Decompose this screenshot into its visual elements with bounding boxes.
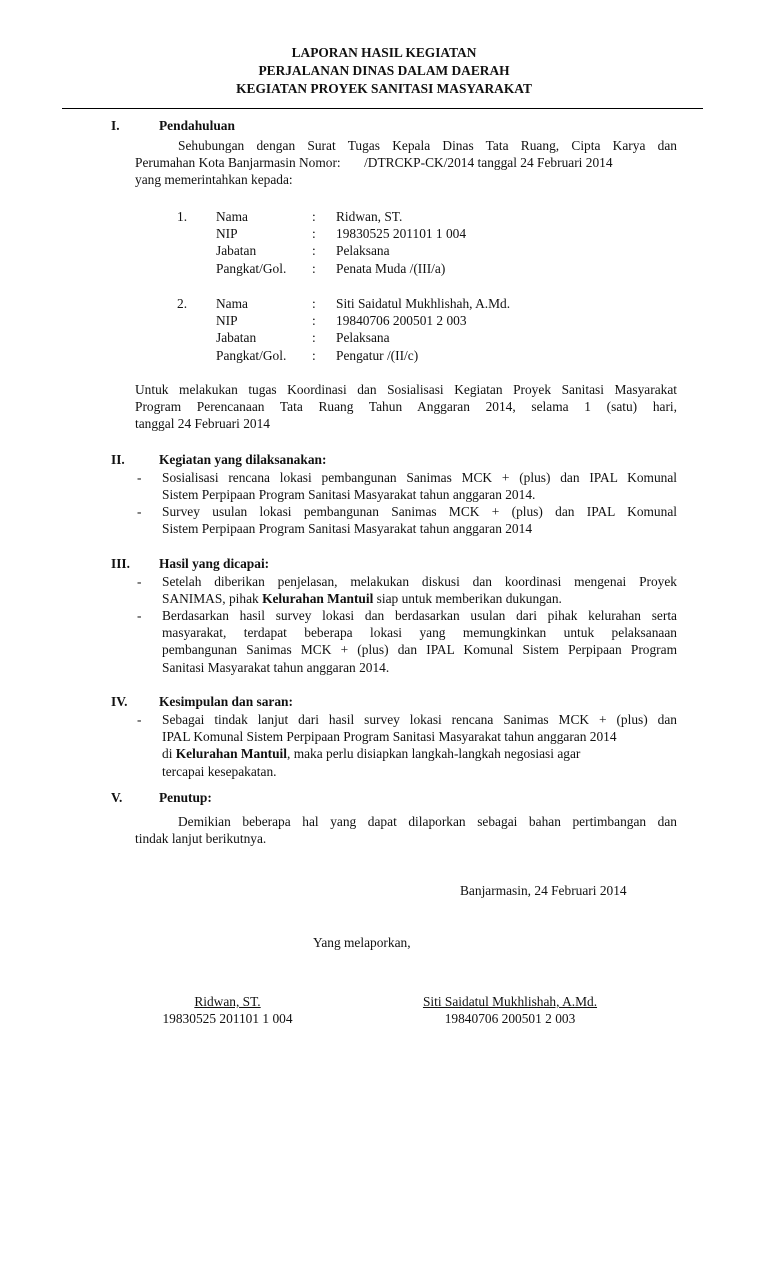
title-line-1: LAPORAN HASIL KEGIATAN <box>291 45 477 60</box>
section-2-number: II. <box>111 452 125 467</box>
task-line-2: Program Perencanaan Tata Ruang Tahun Anggaran 2014, selama 1 (satu) hari, <box>135 399 677 415</box>
text-run: siap untuk memberikan dukungan. <box>373 591 562 607</box>
document-header <box>0 44 768 98</box>
intro-line-2: Perumahan Kota Banjarmasin Nomor: /DTRCKP-CK/2014 tanggal 24 Februari 2014 <box>135 155 613 171</box>
signature-1 <box>140 993 315 1027</box>
text-run: di <box>162 746 176 762</box>
person-2-block <box>177 295 697 364</box>
signatory-1-name: Ridwan, ST. <box>194 994 261 1009</box>
person-1-nama: Ridwan, ST. <box>336 209 403 224</box>
item-line: Sosialisasi rencana lokasi pembangunan Sanimas MCK + (plus) dan IPAL Komunal <box>162 470 677 485</box>
person-1-pangkat: Penata Muda /(III/a) <box>336 260 446 276</box>
closing-line-2: tindak lanjut berikutnya. <box>135 831 267 847</box>
bullet-dash: - <box>137 470 142 485</box>
section-1-task <box>135 381 677 433</box>
reporter-label: Yang melaporkan, <box>313 935 411 950</box>
bullet-dash: - <box>137 574 142 589</box>
signature-2 <box>400 993 620 1027</box>
place-date: Banjarmasin, 24 Februari 2014 <box>460 883 627 898</box>
person-2-nip: 19840706 200501 2 003 <box>336 313 467 329</box>
person-1-number: 1. <box>177 209 188 224</box>
item-line: IPAL Komunal Sistem Perpipaan Program Sanitasi Masyarakat tahun anggaran 2014 <box>162 729 617 745</box>
item-line: pembangunan Sanimas MCK + (plus) dan IPAL Komunal Sistem Perpipaan Program <box>162 642 677 658</box>
section-1-intro <box>135 137 677 189</box>
text-run: SANIMAS, pihak <box>162 591 263 607</box>
section-5-number: V. <box>111 790 123 805</box>
person-2-nama-label: Nama <box>216 296 248 311</box>
section-2-item-1 <box>162 469 677 503</box>
section-1-title: Pendahuluan <box>159 118 235 133</box>
person-1-jabatan-label: Jabatan <box>216 243 257 259</box>
colon: : <box>312 296 316 311</box>
person-2-pangkat: Pengatur /(II/c) <box>336 347 419 363</box>
section-1-number: I. <box>111 118 120 133</box>
person-2-pangkat-label: Pangkat/Gol. <box>216 347 287 363</box>
item-line: Sanitasi Masyarakat tahun anggaran 2014. <box>162 659 390 675</box>
section-5-text <box>135 813 677 847</box>
item-line: Sistem Perpipaan Program Sanitasi Masyarakat tahun anggaran 2014. <box>162 487 536 503</box>
bullet-dash: - <box>137 608 142 623</box>
kelurahan-name: Kelurahan Mantuil <box>262 591 374 607</box>
kelurahan-name: Kelurahan Mantuil <box>175 746 287 762</box>
colon: : <box>312 226 316 242</box>
item-line <box>162 590 677 607</box>
signatory-2-nip: 19840706 200501 2 003 <box>444 1011 576 1027</box>
section-3-item-1 <box>162 573 677 607</box>
person-2-nip-label: NIP <box>216 313 238 329</box>
colon: : <box>312 243 316 259</box>
person-1-nip-label: NIP <box>216 226 238 242</box>
item-line: Survey usulan lokasi pembangunan Sanimas MCK + (plus) dan IPAL Komunal <box>162 504 677 519</box>
colon: : <box>312 330 316 346</box>
person-1-nama-label: Nama <box>216 209 248 224</box>
bullet-dash: - <box>137 504 142 519</box>
signatory-1-nip: 19830525 201101 1 004 <box>162 1011 293 1027</box>
person-1-pangkat-label: Pangkat/Gol. <box>216 260 287 276</box>
item-line: Setelah diberikan penjelasan, melakukan diskusi dan koordinasi mengenai Proyek <box>162 574 677 589</box>
colon: : <box>312 313 316 329</box>
item-line: Sebagai tindak lanjut dari hasil survey lokasi rencana Sanimas MCK + (plus) dan <box>162 712 677 727</box>
item-line: Berdasarkan hasil survey lokasi dan berdasarkan usulan dari pihak kelurahan serta <box>162 608 677 623</box>
signatory-2-name: Siti Saidatul Mukhlishah, A.Md. <box>422 994 598 1009</box>
colon: : <box>312 209 316 224</box>
item-line: Sistem Perpipaan Program Sanitasi Masyarakat tahun anggaran 2014 <box>162 521 533 537</box>
section-4-item-1 <box>162 711 677 780</box>
task-line-1: Untuk melakukan tugas Koordinasi dan Sosialisasi Kegiatan Proyek Sanitasi Masyarakat <box>135 382 677 397</box>
colon: : <box>312 347 316 363</box>
person-2-number: 2. <box>177 296 188 311</box>
text-run: , maka perlu disiapkan langkah-langkah negosiasi agar <box>287 746 581 762</box>
closing-line-1: Demikian beberapa hal yang dapat dilaporkan sebagai bahan pertimbangan dan <box>178 814 677 829</box>
section-3-number: III. <box>111 556 130 571</box>
task-line-3: tanggal 24 Februari 2014 <box>135 416 270 432</box>
colon: : <box>312 260 316 276</box>
title-line-2: PERJALANAN DINAS DALAM DAERAH <box>258 63 510 78</box>
title-line-3: KEGIATAN PROYEK SANITASI MASYARAKAT <box>236 81 532 96</box>
person-1-jabatan: Pelaksana <box>336 243 390 259</box>
item-line: tercapai kesepakatan. <box>162 763 277 779</box>
section-4-number: IV. <box>111 694 128 709</box>
intro-line-3: yang memerintahkan kepada: <box>135 172 293 188</box>
item-line: masyarakat, terdapat beberapa lokasi yang memungkinkan untuk pelaksanaan <box>162 625 677 641</box>
section-3-item-2 <box>162 607 677 676</box>
intro-line-1: Sehubungan dengan Surat Tugas Kepala Dinas Tata Ruang, Cipta Karya dan <box>178 138 677 153</box>
person-2-nama: Siti Saidatul Mukhlishah, A.Md. <box>336 296 511 311</box>
person-1-nip: 19830525 201101 1 004 <box>336 226 467 242</box>
section-5-title: Penutup: <box>159 790 212 805</box>
person-2-jabatan-label: Jabatan <box>216 330 257 346</box>
section-2-title: Kegiatan yang dilaksanakan: <box>159 452 327 467</box>
section-2-item-2 <box>162 503 677 537</box>
section-3-title: Hasil yang dicapai: <box>159 556 270 571</box>
item-line <box>162 745 677 762</box>
section-4-title: Kesimpulan dan saran: <box>159 694 293 709</box>
person-2-jabatan: Pelaksana <box>336 330 390 346</box>
person-1-block <box>177 208 697 277</box>
header-divider <box>62 108 703 109</box>
bullet-dash: - <box>137 712 142 727</box>
